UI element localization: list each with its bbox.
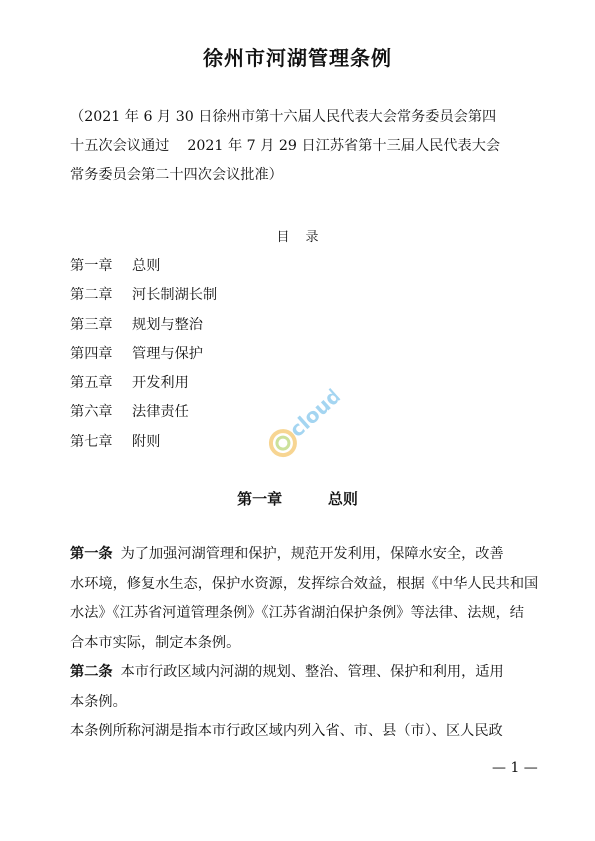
- article-2-line: [70, 658, 558, 688]
- page-number: — 1 —: [492, 760, 538, 776]
- article-1-line: 水法》《江苏省河道管理条例》《江苏省湖泊保护条例》等法律、法规，结: [70, 605, 524, 621]
- toc-chapter-name: 附则: [132, 433, 161, 450]
- toc-item: [70, 281, 217, 310]
- toc-chapter-name: 河长制湖长制: [132, 287, 218, 304]
- table-of-contents: [70, 252, 217, 457]
- toc-chapter-name: 管理与保护: [132, 345, 203, 362]
- adoption-note-line: 十五次会议通过 2021 年 7 月 29 日江苏省第十三届人民代表大会: [70, 138, 501, 154]
- toc-chapter-number: 第六章: [70, 404, 113, 421]
- article-2-line: 本条例。: [70, 693, 127, 710]
- toc-chapter-number: 第五章: [70, 375, 113, 392]
- article-text: 为了加强河湖管理和保护，规范开发利用，保障水安全，改善: [120, 546, 504, 562]
- watermark-text: cloud: [284, 383, 347, 442]
- toc-item: [70, 369, 217, 398]
- article-1-line: 水环境，修复水生态，保护水资源，发挥综合效益，根据《中华人民共和国: [70, 575, 539, 592]
- toc-item: [70, 252, 217, 281]
- document-title: 徐州市河湖管理条例: [203, 46, 392, 70]
- document-body: [70, 540, 558, 747]
- toc-chapter-name: 总则: [132, 258, 161, 274]
- toc-chapter-number: 第四章: [70, 345, 113, 362]
- article-label: 第一条: [70, 546, 113, 562]
- toc-chapter-number: 第七章: [70, 433, 113, 450]
- toc-item: [70, 428, 217, 457]
- toc-item: [70, 340, 217, 369]
- adoption-note-line: 常务委员会第二十四次会议批准）: [70, 167, 283, 183]
- article-2-paragraph: 本条例所称河湖是指本市行政区域内列入省、市、县（市）、区人民政: [70, 723, 503, 739]
- article-1-line: [70, 540, 558, 570]
- toc-chapter-name: 规划与整治: [132, 316, 203, 333]
- chapter-heading: 第一章 总则: [237, 490, 358, 508]
- toc-heading: 目录: [276, 230, 335, 245]
- toc-chapter-name: 法律责任: [132, 404, 189, 421]
- toc-chapter-number: 第二章: [70, 287, 113, 304]
- toc-item: [70, 311, 217, 340]
- toc-chapter-number: 第三章: [70, 316, 113, 333]
- adoption-note: [70, 103, 542, 190]
- cloud-logo-watermark: [243, 365, 363, 485]
- article-label: 第二条: [70, 664, 113, 680]
- adoption-note-line: （2021 年 6 月 30 日徐州市第十六届人民代表大会常务委员会第四: [70, 109, 497, 125]
- logo-ring-inner-icon: [274, 435, 291, 452]
- article-text: 本市行政区域内河湖的规划、整治、管理、保护和利用，适用: [120, 664, 504, 680]
- article-1-line: 合本市实际，制定本条例。: [70, 634, 241, 651]
- toc-chapter-name: 开发利用: [132, 375, 189, 392]
- toc-item: [70, 398, 217, 427]
- toc-chapter-number: 第一章: [70, 258, 113, 274]
